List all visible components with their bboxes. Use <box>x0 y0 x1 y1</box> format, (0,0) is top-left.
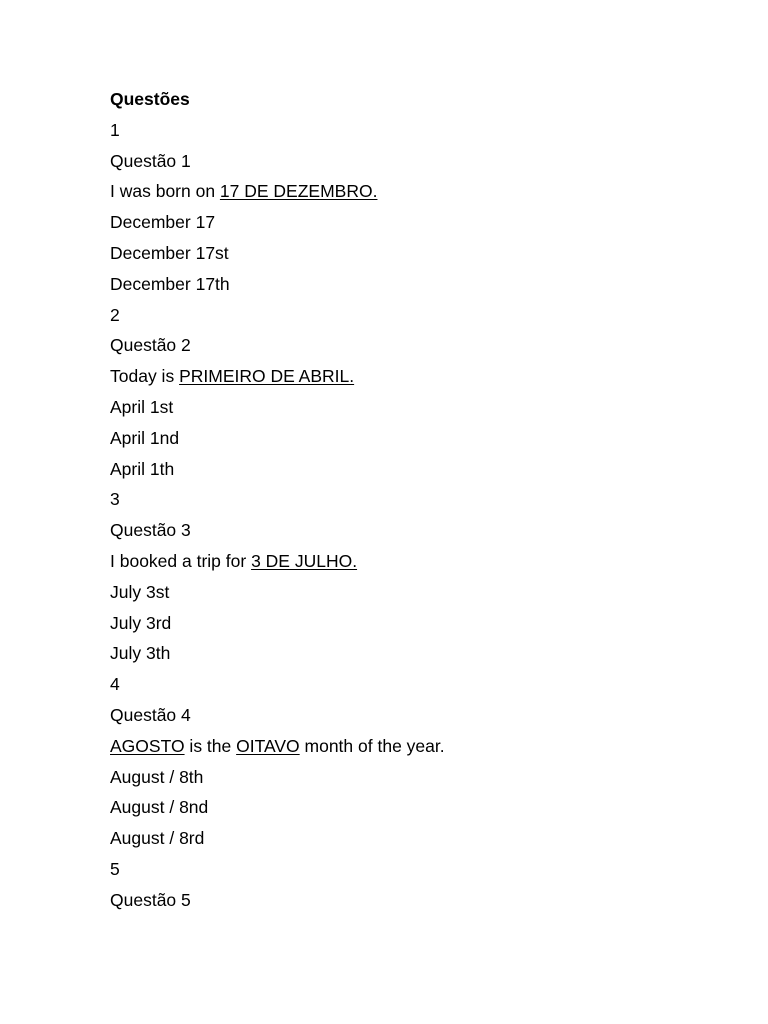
prompt-underlined: PRIMEIRO DE ABRIL. <box>179 366 355 387</box>
question-number: 1 <box>110 119 120 140</box>
answer-option: December 17th <box>110 273 230 294</box>
question-title: Questão 2 <box>110 335 191 356</box>
question-number: 3 <box>110 489 120 510</box>
answer-option: April 1nd <box>110 427 180 448</box>
question-title: Questão 1 <box>110 150 191 171</box>
answer-option: August / 8th <box>110 766 204 787</box>
question-title: Questão 3 <box>110 520 191 541</box>
answer-option: July 3th <box>110 643 171 664</box>
document-page <box>110 84 730 916</box>
prompt-underlined: 3 DE JULHO. <box>251 550 358 571</box>
answer-option: July 3rd <box>110 612 172 633</box>
answer-option: August / 8rd <box>110 828 205 849</box>
question-title: Questão 5 <box>110 889 191 910</box>
prompt-text: month of the year. <box>299 735 445 756</box>
question-prompt <box>110 546 730 577</box>
prompt-text: I was born on <box>110 181 220 202</box>
prompt-underlined: 17 DE DEZEMBRO. <box>219 181 378 202</box>
question-number: 4 <box>110 674 120 695</box>
question-prompt <box>110 731 730 762</box>
prompt-text: I booked a trip for <box>110 550 252 571</box>
answer-option: August / 8nd <box>110 797 209 818</box>
question-number: 2 <box>110 304 120 325</box>
question-prompt <box>110 361 730 392</box>
answer-option: July 3st <box>110 581 170 602</box>
answer-option: December 17 <box>110 212 216 233</box>
question-title: Questão 4 <box>110 704 191 725</box>
answer-option: April 1th <box>110 458 175 479</box>
prompt-underlined: AGOSTO <box>110 735 185 756</box>
prompt-text: is the <box>184 735 237 756</box>
question-prompt <box>110 176 730 207</box>
question-number: 5 <box>110 858 120 879</box>
prompt-underlined: OITAVO <box>236 735 300 756</box>
answer-option: December 17st <box>110 242 229 263</box>
prompt-text: Today is <box>110 366 180 387</box>
page-heading: Questões <box>110 89 190 109</box>
answer-option: April 1st <box>110 396 174 417</box>
